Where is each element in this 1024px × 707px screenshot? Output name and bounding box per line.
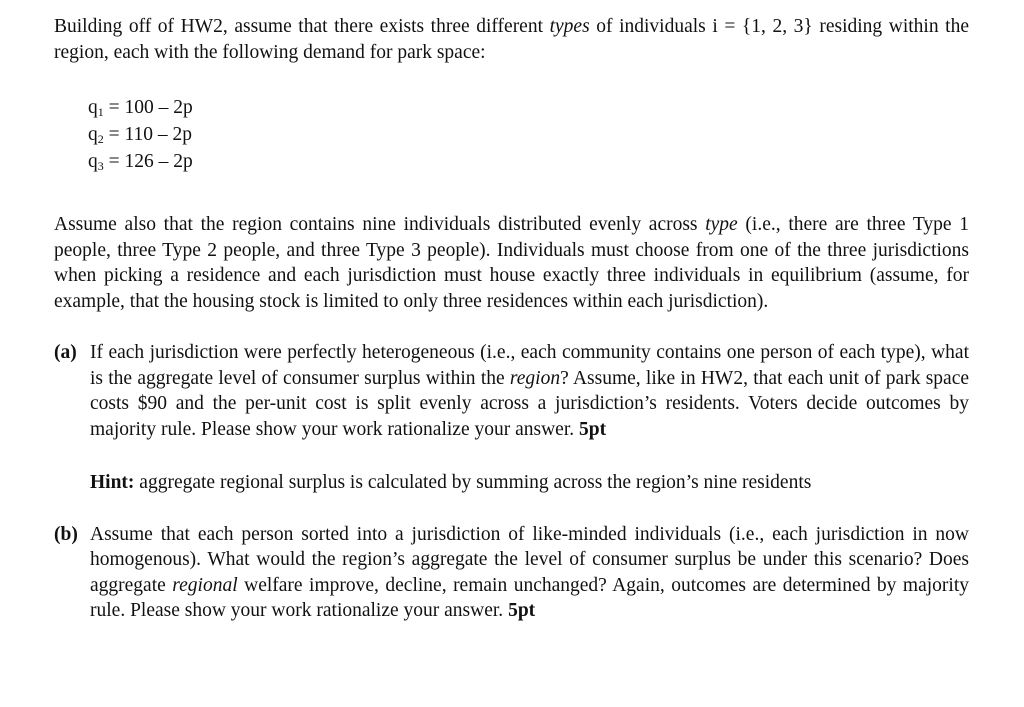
equation-3 xyxy=(88,149,969,176)
question-a-text-1: If each jurisdiction were perfectly heterogeneous (i.e., each community contains one person of each type), what is the aggregate level of consumer surplus within the xyxy=(90,342,969,389)
eq2-sub: 2 xyxy=(97,132,104,146)
document-page xyxy=(54,14,969,624)
demand-equations xyxy=(88,95,969,176)
question-a-label: (a) xyxy=(54,342,77,363)
hint-text: aggregate regional surplus is calculated by summing across the region’s nine residents xyxy=(134,472,812,493)
eq3-sub: 3 xyxy=(97,159,104,173)
question-b xyxy=(54,522,969,624)
hint-paragraph xyxy=(54,470,969,496)
region-emphasis: region xyxy=(509,367,561,389)
equation-2 xyxy=(88,122,969,149)
intro-paragraph xyxy=(54,14,969,65)
question-a xyxy=(54,340,969,442)
para2-text-2: (i.e., there are three Type 1 people, three Type 2 people, and three Type 3 people). Individuals must choose from one of the three jurisdictions when picking a residence and each jurisdiction must house exactly three individuals in equilibrium (assume, for example, that the housing stock is limited to only three residences within each jurisdiction). xyxy=(54,214,969,312)
question-b-text-1: Assume that each person sorted into a jurisdiction of like-minded individuals (i.e., each jurisdiction in now homogenous). What would the region’s aggregate the level of consumer surplus be under this scenario? Does aggregate xyxy=(90,523,969,596)
eq1-rhs: = 100 – 2p xyxy=(103,97,193,118)
eq2-q: q xyxy=(88,124,98,145)
question-b-label: (b) xyxy=(54,523,78,545)
intro-text-1: Building off of HW2, assume that there exists three different xyxy=(54,16,550,37)
eq1-q: q xyxy=(88,97,98,118)
question-b-points: 5pt xyxy=(508,600,536,621)
para2-text-1: Assume also that the region contains nine individuals distributed evenly across xyxy=(54,214,706,235)
hint-label: Hint: xyxy=(90,472,135,493)
eq2-rhs: = 110 – 2p xyxy=(103,124,193,145)
eq3-rhs: = 126 – 2p xyxy=(103,151,193,172)
eq3-q: q xyxy=(88,151,98,172)
types-emphasis: types xyxy=(549,16,590,37)
regional-emphasis: regional xyxy=(172,574,238,596)
type-emphasis: type xyxy=(705,214,738,235)
question-a-points: 5pt xyxy=(579,418,607,440)
question-a-text-2: ? Assume, like in HW2, that each unit of park space costs $90 and the per-unit cost is split evenly across a jurisdiction’s residents. Voters decide outcomes by majority rule. Please show your work rationalize your answer. xyxy=(90,367,970,440)
intro-text-2: of individuals i = {1, 2, 3} residing within the region, each with the following demand for park space: xyxy=(54,16,970,63)
eq1-sub: 1 xyxy=(97,105,104,119)
assumption-paragraph xyxy=(54,212,969,314)
question-b-text-2: welfare improve, decline, remain unchanged? Again, outcomes are determined by majority rule. Please show your work rationalize your answer. xyxy=(90,574,969,621)
equation-1 xyxy=(88,95,969,122)
